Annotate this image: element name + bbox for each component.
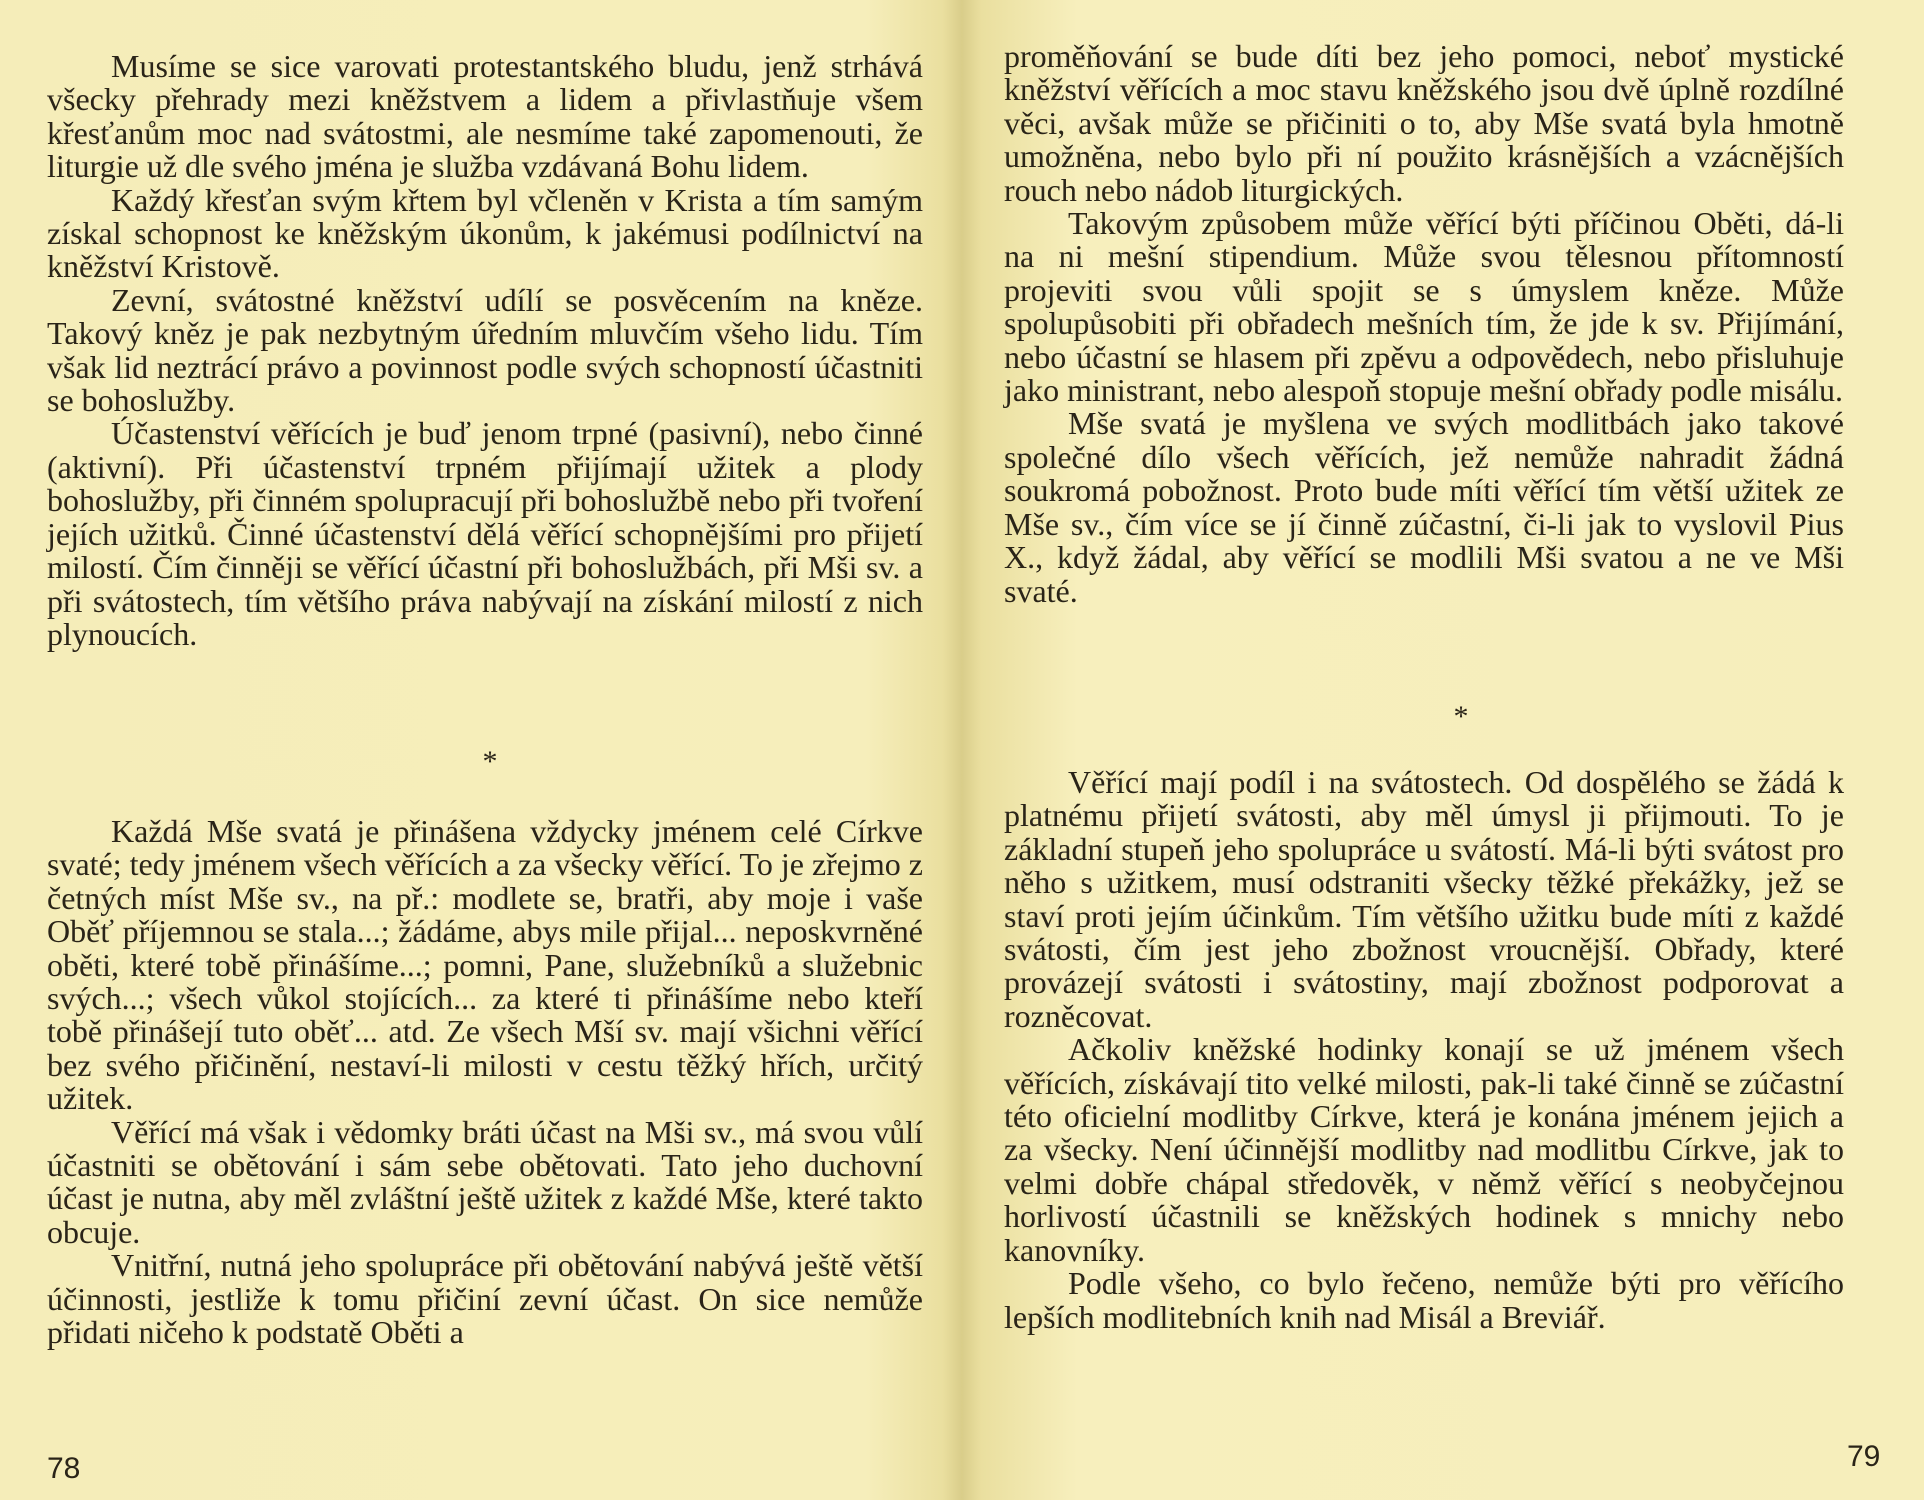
paragraph: Ačkoliv kněžské hodinky konají se už jménem všech věřících, získávají tito velké milosti, pak-li také činně se zúčastní této oficielní modlitby Církve, která je konána jménem jejich a za všecky. Není účinnější modlitby nad modlitbu Církve, jak to velmi dobře chápal středověk, v němž věřící s neobyčejnou horlivostí účastnili se kněžských hodinek s mnichy nebo kanovníky.: [1004, 1031, 1844, 1268]
paragraph: proměňování se bude díti bez jeho pomoci, neboť mystické kněžství věřících a moc stavu kněžského jsou dvě úplně rozdílné věci, avšak může se přičiniti o to, aby Mše svatá byla hmotně umožněna, nebo bylo při ní použito krásnějších a vzácnějších rouch nebo nádob liturgických.: [1004, 38, 1844, 208]
paragraph: Účastenství věřících je buď jenom trpné (pasivní), nebo činné (aktivní). Při účastenství trpném přijímají užitek a plody bohoslužby, při činném spolupracují při bohoslužbě nebo při tvoření jejích užitků. Činné účastenství dělá věřící schopnějšími pro přijetí milostí. Čím činněji se věřící účastní při bohoslužbách, při Mši sv. a při svátostech, tím většího práva nabývají na získání milostí z nich plynoucích.: [47, 415, 923, 652]
right-text-block-1: [1004, 40, 1844, 608]
left-text-block-1: [47, 50, 923, 651]
paragraph: Mše svatá je myšlena ve svých modlitbách jako takové společné dílo všech věřících, jež nemůže nahradit žádná soukromá pobožnost. Proto bude míti věřící tím větší užitek ze Mše sv., čím více se jí činně zúčastní, či-li jak to vyslovil Pius X., když žádal, aby věřící se modlili Mši svatou a ne ve Mši svaté.: [1004, 405, 1844, 609]
paragraph: Věřící mají podíl i na svátostech. Od dospělého se žádá k platnému přijetí svátosti, aby měl úmysl ji přijmouti. To je základní stupeň jeho spolupráce u svátostí. Má-li býti svátost pro něho s užitkem, musí odstraniti všecky těžké překážky, jež se staví proti jejím účinkům. Tím většího užitku bude míti z každé svátosti, čím jest jeho zbožnost vroucnější. Obřady, které provázejí svátosti i svátostiny, mají zbožnost podporovat a rozněcovat.: [1004, 764, 1844, 1034]
paragraph: Zevní, svátostné kněžství udílí se posvěcením na kněze. Takový kněz je pak nezbytným úředním mluvčím všeho lidu. Tím však lid neztrácí právo a povinnost podle svých schopností účastniti se bohoslužby.: [47, 281, 923, 419]
section-separator: *: [482, 745, 498, 778]
paragraph: Musíme se sice varovati protestantského bludu, jenž strhává všecky přehrady mezi kněžstvem a lidem a přivlastňuje všem křesťanům moc nad svátostmi, ale nesmíme také zapomenouti, že liturgie už dle svého jména je služba vzdávaná Bohu lidem.: [47, 48, 923, 185]
paragraph: Každý křesťan svým křtem byl včleněn v Krista a tím samým získal schopnost ke kněžským úkonům, k jakémusi podílnictví na kněžství Kristově.: [47, 181, 923, 285]
section-separator: *: [1453, 700, 1469, 733]
page-number: 79: [1847, 1440, 1881, 1473]
paragraph: Podle všeho, co bylo řečeno, nemůže býti pro věřícího lepších modlitebních knih nad Misál a Breviář.: [1004, 1265, 1844, 1335]
paragraph: Každá Mše svatá je přinášena vždycky jménem celé Církve svaté; tedy jménem všech věřících a za všecky věřící. To je zřejmo z četných míst Mše sv., na př.: modlete se, bratři, aby moje i vaše Oběť příjemnou se stala...; žádáme, abys mile přijal... neposkvrněné oběti, které tobě přinášíme...; pomni, Pane, služebníků a služebnic svých...; všech vůkol stojících... za které ti přinášíme nebo kteří tobě přinášejí tuto oběť... atd. Ze všech Mší sv. mají všichni věřící bez svého přičinění, nestaví-li milosti v cestu těžký hřích, určitý užitek.: [47, 813, 923, 1117]
paragraph: Vnitřní, nutná jeho spolupráce při obětování nabývá ještě větší účinnosti, jestliže k tomu přičiní zevní účast. On sice nemůže přidati ničeho k podstatě Oběti a: [47, 1247, 923, 1351]
paragraph: Takovým způsobem může věřící býti příčinou Oběti, dá-li na ni mešní stipendium. Může svou tělesnou přítomností projeviti svou vůli spojit se s úmyslem kněze. Může spolupůsobiti při obřadech mešních tím, že jde k sv. Přijímání, nebo účastní se hlasem při zpěvu a odpovědech, nebo přisluhuje jako ministrant, nebo alespoň stopuje mešní obřady podle misálu.: [1004, 205, 1844, 409]
right-text-block-2: [1004, 766, 1844, 1334]
paragraph: Věřící má však i vědomky bráti účast na Mši sv., má svou vůlí účastniti se obětování i sám sebe obětovati. Tato jeho duchovní účast je nutna, aby měl zvláštní ještě užitek z každé Mše, které takto obcuje.: [47, 1113, 923, 1250]
left-text-block-2: [47, 815, 923, 1350]
page-number: 78: [47, 1452, 81, 1485]
right-page: [962, 0, 1924, 1500]
